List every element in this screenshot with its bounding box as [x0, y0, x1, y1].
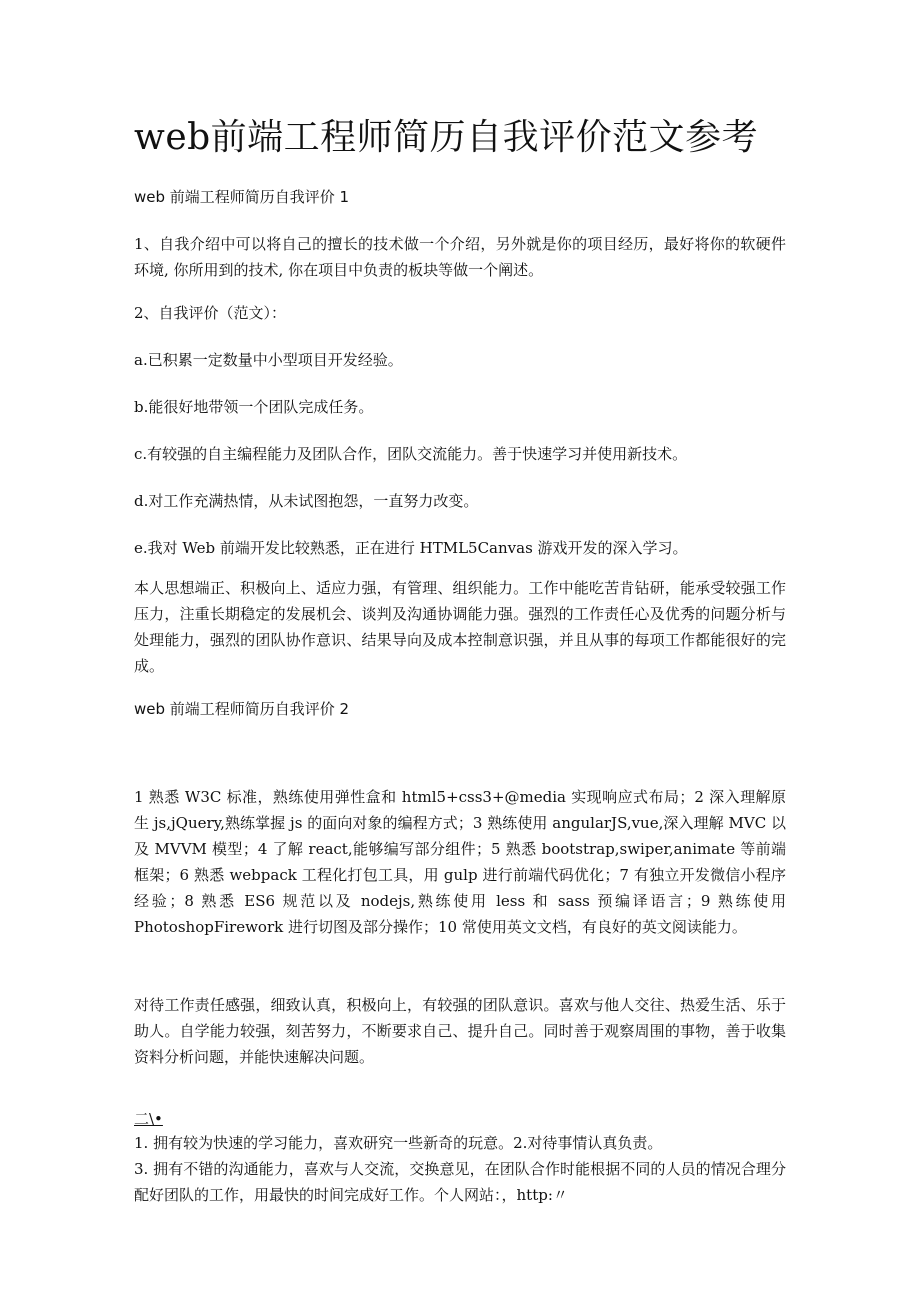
section2-heading: web 前端工程师简历自我评价 2 — [134, 700, 350, 718]
sample-heading: 2、自我评价（范文）： — [134, 304, 287, 322]
attitude-paragraph: 对待工作责任感强，细致认真，积极向上，有较强的团队意识。喜欢与他人交往、热爱生活、乐于助人。自学能力较强，刻苦努力，不断要求自己、提升自己。同时善于观察周围的事物，善于收集资料分析问题，并能快速解决问题。 — [134, 996, 786, 1066]
section3-marker — [134, 1108, 786, 1130]
list-item: c.有较强的自主编程能力及团队合作，团队交流能力。善于快速学习并使用新技术。 — [134, 445, 688, 463]
list-item: e.我对 Web 前端开发比较熟悉，正在进行 HTML5Canvas 游戏开发的深入学习。 — [134, 539, 688, 557]
list-item: d.对工作充满热情，从未试图抱怨，一直努力改变。 — [134, 492, 479, 510]
list-item: a.已积累一定数量中小型项目开发经验。 — [134, 351, 403, 369]
list-item: b.能很好地带领一个团队完成任务。 — [134, 398, 374, 416]
section3-marker-text: 二\• — [134, 1110, 163, 1128]
section3-line1: 1. 拥有较为快速的学习能力，喜欢研究一些新奇的玩意。2.对待事情认真负责。 — [134, 1134, 663, 1152]
section1-heading: web 前端工程师简历自我评价 1 — [134, 188, 350, 206]
section3-line2: 3. 拥有不错的沟通能力，喜欢与人交流，交换意见，在团队合作时能根据不同的人员的情况合理分配好团队的工作，用最快的时间完成好工作。个人网站：，http:〃 — [134, 1160, 786, 1204]
section1-summary: 本人思想端正、积极向上、适应力强，有管理、组织能力。工作中能吃苦肯钻研，能承受较强工作压力，注重长期稳定的发展机会、谈判及沟通协调能力强。强烈的工作责任心及优秀的问题分析与处理能力，强烈的团队协作意识、结果导向及成本控制意识强，并且从事的每项工作都能很好的完成。 — [134, 579, 786, 675]
section1-intro: 1、自我介绍中可以将自己的擅长的技术做一个介绍，另外就是你的项目经历，最好将你的软硬件环境, 你所用到的技术, 你在项目中负责的板块等做一个阐述。 — [134, 235, 786, 279]
document-title: web前端工程师简历自我评价范文参考 — [134, 117, 759, 158]
skills-paragraph: 1 熟悉 W3C 标准，熟练使用弹性盒和 html5+css3+@media 实现响应式布局；2 深入理解原生 js,jQuery,熟练掌握 js 的面向对象的编程方式；3 熟练使用 angularJS,vue,深入理解 MVC 以及 MVVM 模型；4 了解 react,能够编写部分组件；5 熟悉 bootstrap,swiper,animate 等前端框架；6 熟悉 webpack 工程化打包工具，用 gulp 进行前端代码优化；7 有独立开发微信小程序经验；8 熟悉 ES6 规范以及 nodejs,熟练使用 less 和 sass 预编译语言；9 熟练使用 PhotoshopFirework 进行切图及部分操作；10 常使用英文文档，有良好的英文阅读能力。 — [134, 788, 786, 936]
